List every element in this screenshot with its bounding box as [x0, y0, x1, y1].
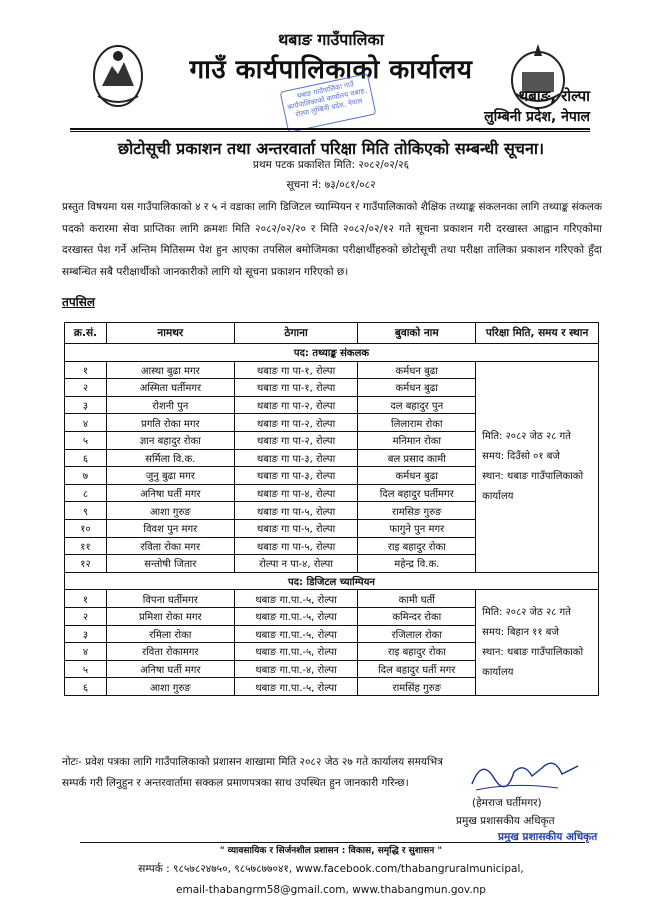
section-title-data-collector: पद: तथ्याङ्क संकलक	[65, 344, 599, 362]
cell-father: दिल बहादुर घर्तीमगर	[358, 484, 476, 502]
published-date: प्रथम पटक प्रकाशित मिति: २०८२/०२/२६	[252, 159, 410, 171]
cell-name: प्रगति रोका मगर	[106, 414, 234, 432]
section-row	[65, 344, 599, 362]
cell-name: अस्मिता घर्तीमगर	[106, 379, 234, 397]
cell-name: अनिषा घर्ती मगर	[106, 484, 234, 502]
footer-slogan: " व्यावसायिक र सिर्जनशील प्रशासन : विकास, समृद्धि र सुशासन "	[219, 846, 443, 856]
cell-address: थबाङ गा पा-२, रोल्पा	[234, 431, 358, 449]
signatory-stamp-title: प्रमुख प्रशासकीय अधिकृत	[498, 831, 598, 843]
cell-sn: १०	[65, 519, 107, 537]
notice-number: सूचना नं: ७३/०८१/०८२	[286, 179, 376, 191]
cell-father: कामी घर्ती	[358, 590, 476, 608]
cell-address: थबाङ गा पा-१, रोल्पा	[234, 361, 358, 379]
cell-sn: ४	[65, 414, 107, 432]
cell-address: थबाङ गा पा-४, रोल्पा	[234, 484, 358, 502]
cell-address: थबाङ गा पा-२, रोल्पा	[234, 414, 358, 432]
cell-name: अनिषा घर्ती मगर	[106, 660, 234, 678]
signatory-title: प्रमुख प्रशासकीय अधिकृत	[456, 815, 555, 827]
cell-address: थबाङ गा पा-१, रोल्पा	[234, 379, 358, 397]
municipality-name: थबाङ गाउँपालिका	[278, 30, 384, 49]
cell-father: कमिन्दर रोका	[358, 607, 476, 625]
cell-father: रामसिङ गुरुङ	[358, 502, 476, 520]
cell-name: रोशनी पुन	[106, 396, 234, 414]
cell-name: रविता रोका मगर	[106, 537, 234, 555]
col-header-father: बुवाको नाम	[358, 323, 476, 344]
notice-title: छोटोसूची प्रकाशन तथा अन्तरवार्ता परिक्षा मिति तोकिएको सम्बन्धी सूचना।	[117, 139, 545, 158]
cell-father: लिलाराम रोका	[358, 414, 476, 432]
cell-sn: ३	[65, 625, 107, 643]
cell-address: थबाङ गा पा-३, रोल्पा	[234, 467, 358, 485]
cell-name: रमिला रोका	[106, 625, 234, 643]
cell-address: रोल्पा न पा-४, रोल्पा	[234, 555, 358, 573]
cell-sn: ९	[65, 502, 107, 520]
cell-name: आस्था बुढा मगर	[106, 361, 234, 379]
tapsil-heading: तपसिल	[62, 295, 96, 309]
col-header-sn: क्र.सं.	[65, 323, 107, 344]
cell-address: थबाङ गा पा-२, रोल्पा	[234, 396, 358, 414]
header-rule	[70, 128, 590, 130]
cell-sn: २	[65, 607, 107, 625]
table-row	[65, 590, 599, 608]
schedule-line: मिति: २०८२ जेठ २८ गते	[482, 430, 571, 442]
cell-address: थबाङ गा पा-५, रोल्पा	[234, 519, 358, 537]
cell-sn: ५	[65, 660, 107, 678]
cell-father: कर्मधन बुढा	[358, 361, 476, 379]
cell-name: जुनु बुढा मगर	[106, 467, 234, 485]
schedule-line: स्थान: थबाङ गाउँपालिकाको	[482, 646, 584, 658]
header-rule-thin	[70, 131, 590, 132]
candidate-table	[64, 322, 599, 696]
cell-address: थबाङ गा.पा.-५, रोल्पा	[234, 643, 358, 661]
cell-sn: ११	[65, 537, 107, 555]
schedule-cell	[476, 361, 599, 572]
notice-body: प्रस्तुत विषयमा यस गाउँपालिकाको ४ र ५ नं वडाका लागि डिजिटल च्याम्पियन र गाउँपालिकाको शैक्षिक तथ्याङ्क संकलनका लागि तथ्याङ्क संकलक पदको करारमा सेवा प्राप्तिका लागि क्रमशः मिति २०८२/०२/२० र मिति २०८२/०२/१२ गते सूचना प्रकाशन गरी दरखास्त आह्वान गरिएकोमा दरखास्त पेश गर्ने अन्तिम मितिसम्म पेश हुन आएका तपसिल बमोजिमका परीक्षार्थीहरुको छोटोसूची तथा परीक्षा तालिका प्रकाशन गरिएको हुँदा सम्बन्धित सबै परीक्षार्थीको जानकारीको लागि यो सूचना प्रकाशन गरिएको छ।	[62, 201, 602, 278]
section-title-digital-champion: पद: डिजिटल च्याम्पियन	[65, 572, 599, 590]
cell-address: थबाङ गा.पा.-५, रोल्पा	[234, 590, 358, 608]
note-text: नोटः- प्रवेश पत्रका लागि गाउँपालिकाको प्रशासन शाखामा मिति २०८२ जेठ २७ गते कार्यालय समयभित्र सम्पर्क गरी लिनुहुन र अन्तरवार्तामा सक्कल प्रमाणपत्रका साथ उपस्थित हुन जानकारी गरिन्छ।	[62, 756, 443, 789]
cell-father: महेन्द्र वि.क.	[358, 555, 476, 573]
cell-sn: १	[65, 590, 107, 608]
cell-sn: १२	[65, 555, 107, 573]
schedule-line: मिति: २०८२ जेठ २८ गते	[482, 606, 571, 618]
cell-address: थबाङ गा पा-५, रोल्पा	[234, 537, 358, 555]
cell-address: थबाङ गा पा-३, रोल्पा	[234, 449, 358, 467]
cell-name: विपना घर्तीमगर	[106, 590, 234, 608]
cell-name: रविता रोकामगर	[106, 643, 234, 661]
cell-father: दिल बहादुर घर्ती मगर	[358, 660, 476, 678]
cell-father: कर्मधन बुढा	[358, 467, 476, 485]
cell-address: थबाङ गा पा-५, रोल्पा	[234, 502, 358, 520]
cell-father: रजिलाल रोका	[358, 625, 476, 643]
cell-father: राइ बहादुर रोका	[358, 537, 476, 555]
cell-sn: १	[65, 361, 107, 379]
section-row	[65, 572, 599, 590]
cell-address: थबाङ गा.पा.-५, रोल्पा	[234, 607, 358, 625]
cell-father: रामसिंह गुरुङ	[358, 678, 476, 696]
cell-father: कर्मधन बुढा	[358, 379, 476, 397]
schedule-cell	[476, 590, 599, 696]
table-row	[65, 361, 599, 379]
col-header-address: ठेगाना	[234, 323, 358, 344]
cell-sn: ५	[65, 431, 107, 449]
cell-father: मनिमान रोका	[358, 431, 476, 449]
cell-address: थबाङ गा.पा.-५, रोल्पा	[234, 625, 358, 643]
schedule-line: समय: दिउँसो ०१ बजे	[482, 450, 560, 462]
schedule-line: समय: बिहान ११ बजे	[482, 626, 559, 638]
cell-address: थबाङ गा.पा.-५, रोल्पा	[234, 678, 358, 696]
address-line-1: थबाङ, रोल्पा	[518, 87, 590, 105]
cell-name: आशा गुरुङ	[106, 678, 234, 696]
cell-name: आशा गुरुङ	[106, 502, 234, 520]
cell-father: दल बहादुर पुन	[358, 396, 476, 414]
footer-contact: सम्पर्क : ९८५७८२४७५०, ९८५७८७७०४१, www.facebook.com/thabangruralmunicipal,	[138, 863, 524, 875]
schedule-line: कार्यालय	[482, 490, 514, 502]
cell-sn: २	[65, 379, 107, 397]
cell-sn: ६	[65, 449, 107, 467]
cell-father: फागुने पुन मगर	[358, 519, 476, 537]
cell-sn: ३	[65, 396, 107, 414]
cell-sn: ६	[65, 678, 107, 696]
col-header-schedule: परिक्षा मिति, समय र स्थान	[476, 323, 599, 344]
office-stamp: थबाङ गाउँपालिका गाउँ कार्यपालिकाको कार्यालय थबाङ, रोल्पा लुम्बिनी प्रदेश, नेपाल	[280, 73, 377, 133]
cell-name: विवश पुन मगर	[106, 519, 234, 537]
cell-name: प्रमिशा रोका मगर	[106, 607, 234, 625]
cell-sn: ८	[65, 484, 107, 502]
signatory-name: (हेमराज घर्तीमगर)	[472, 797, 542, 809]
schedule-line: स्थान: थबाङ गाउँपालिकाको	[482, 470, 584, 482]
cell-father: राइ बहादुर रोका	[358, 643, 476, 661]
col-header-name: नामथर	[106, 323, 234, 344]
cell-sn: ४	[65, 643, 107, 661]
table-header-row	[65, 323, 599, 344]
cell-name: सर्मिला वि.क.	[106, 449, 234, 467]
office-name: गाउँ कार्यपालिकाको कार्यालय	[189, 55, 473, 85]
cell-father: बल प्रसाद कामी	[358, 449, 476, 467]
signature-mark	[462, 748, 592, 798]
cell-name: ज्ञान बहादुर रोका	[106, 431, 234, 449]
address-line-2: लुम्बिनी प्रदेश, नेपाल	[484, 109, 590, 125]
schedule-line: कार्यालय	[482, 666, 514, 678]
cell-name: सन्तोषी जितार	[106, 555, 234, 573]
footer-email: email-thabangrm58@gmail.com, www.thabangmun.gov.np	[176, 884, 486, 896]
cell-sn: ७	[65, 467, 107, 485]
cell-address: थबाङ गा.पा.-४, रोल्पा	[234, 660, 358, 678]
